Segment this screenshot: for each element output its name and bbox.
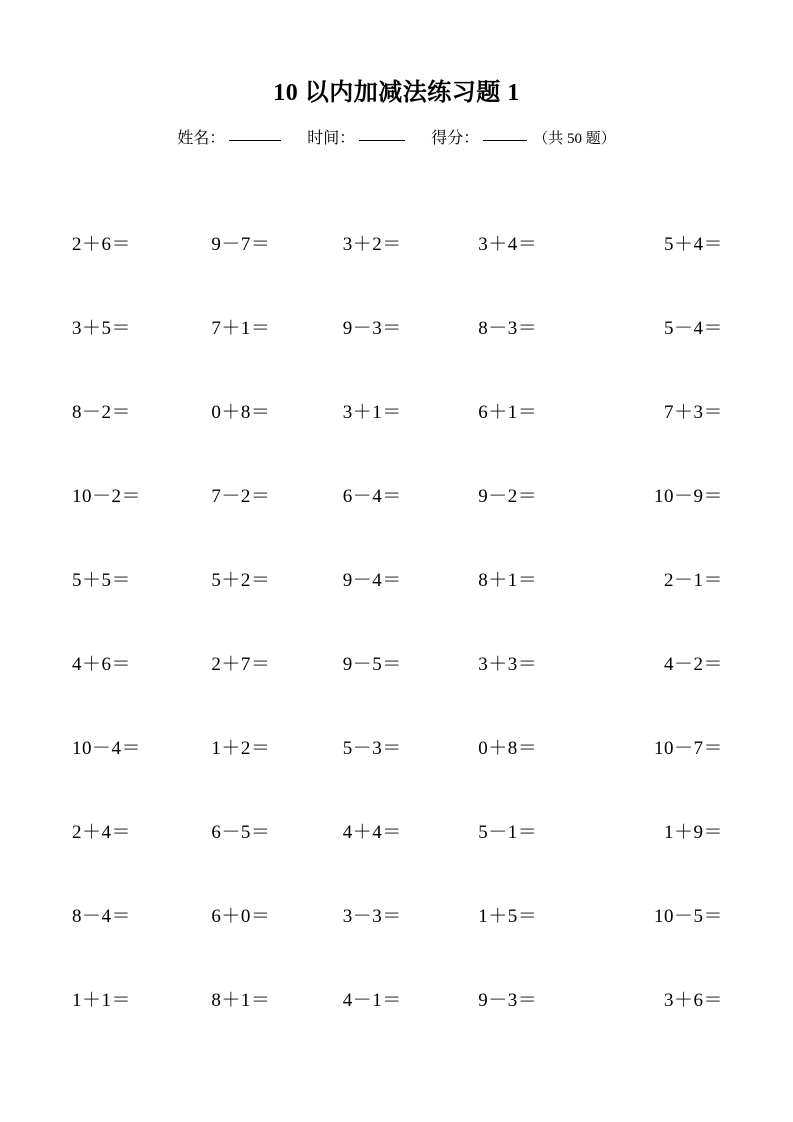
problem-text: 7＋1＝ [211, 317, 271, 339]
problem-text: 10－5＝ [653, 905, 723, 927]
problem-text: 3－3＝ [342, 905, 402, 927]
problem-text: 9－2＝ [478, 485, 538, 507]
problem-cell [464, 200, 597, 284]
problem-text: 3＋1＝ [342, 401, 402, 423]
problem-text: 8＋1＝ [478, 569, 538, 591]
problem-text: 5＋5＝ [72, 569, 132, 591]
problem-text: 1＋5＝ [478, 905, 538, 927]
problem-cell [331, 704, 464, 788]
problem-cell [598, 956, 731, 1040]
problem-cell [64, 788, 197, 872]
problem-text: 7＋3＝ [663, 401, 723, 423]
problem-text: 4＋4＝ [342, 821, 402, 843]
problem-text: 9－5＝ [342, 653, 402, 675]
problem-text: 6＋1＝ [478, 401, 538, 423]
problem-text: 2＋7＝ [211, 653, 271, 675]
name-blank[interactable] [229, 139, 281, 141]
problem-text: 2＋6＝ [72, 233, 132, 255]
problem-text: 1＋9＝ [663, 821, 723, 843]
problem-text: 1＋2＝ [211, 737, 271, 759]
page-title: 10 以内加减法练习题 1 [273, 80, 520, 106]
time-field [307, 125, 409, 148]
problem-text: 2－1＝ [663, 569, 723, 591]
problem-text: 0＋8＝ [478, 737, 538, 759]
problem-cell [197, 620, 330, 704]
problem-cell [197, 536, 330, 620]
problem-cell [331, 200, 464, 284]
problem-text: 5－4＝ [663, 317, 723, 339]
problem-text: 4＋6＝ [72, 653, 132, 675]
problem-cell [464, 620, 597, 704]
problem-text: 3＋4＝ [478, 233, 538, 255]
problem-text: 5－3＝ [342, 737, 402, 759]
problem-text: 1＋1＝ [72, 989, 132, 1011]
problem-cell [64, 368, 197, 452]
problem-cell [464, 536, 597, 620]
problem-text: 2＋4＝ [72, 821, 132, 843]
problem-cell [197, 956, 330, 1040]
problem-cell [331, 368, 464, 452]
problem-text: 9－4＝ [342, 569, 402, 591]
problem-cell [64, 872, 197, 956]
problem-text: 5＋4＝ [663, 233, 723, 255]
problem-text: 9－3＝ [478, 989, 538, 1011]
problem-text: 3＋3＝ [478, 653, 538, 675]
problem-cell [64, 452, 197, 536]
problem-cell [64, 200, 197, 284]
problem-cell [598, 452, 731, 536]
problem-cell [64, 956, 197, 1040]
problem-text: 8－4＝ [72, 905, 132, 927]
problem-text: 10－7＝ [653, 737, 723, 759]
problem-cell [64, 536, 197, 620]
problem-cell [331, 536, 464, 620]
problem-text: 3＋5＝ [72, 317, 132, 339]
score-label: 得分： [431, 130, 480, 147]
problem-cell [64, 704, 197, 788]
problem-text: 4－2＝ [663, 653, 723, 675]
problem-cell [464, 704, 597, 788]
problem-cell [464, 368, 597, 452]
problem-text: 0＋8＝ [211, 401, 271, 423]
problem-text: 4－1＝ [342, 989, 402, 1011]
problem-count-label: （共 50 题） [533, 131, 616, 147]
problem-text: 5－1＝ [478, 821, 538, 843]
time-label: 时间： [307, 130, 356, 147]
problem-cell [331, 284, 464, 368]
problem-cell [598, 788, 731, 872]
problem-cell [197, 452, 330, 536]
problem-text: 8＋1＝ [211, 989, 271, 1011]
problem-text: 9－7＝ [211, 233, 271, 255]
problem-text: 6＋0＝ [211, 905, 271, 927]
time-blank[interactable] [359, 139, 405, 141]
problem-cell [197, 284, 330, 368]
problem-text: 6－5＝ [211, 821, 271, 843]
problem-cell [331, 620, 464, 704]
problem-cell [197, 872, 330, 956]
problem-cell [197, 788, 330, 872]
problem-cell [598, 200, 731, 284]
problem-cell [464, 956, 597, 1040]
problem-text: 7－2＝ [211, 485, 271, 507]
problem-text: 10－9＝ [653, 485, 723, 507]
problem-text: 10－2＝ [72, 485, 142, 507]
name-label: 姓名： [177, 130, 226, 147]
problem-cell [197, 704, 330, 788]
problem-text: 3＋6＝ [663, 989, 723, 1011]
problem-text: 8－2＝ [72, 401, 132, 423]
problem-cell [598, 620, 731, 704]
problem-cell [464, 452, 597, 536]
problem-cell [598, 368, 731, 452]
score-field [431, 125, 531, 148]
problem-cell [331, 452, 464, 536]
problem-text: 3＋2＝ [342, 233, 402, 255]
problem-cell [464, 788, 597, 872]
score-blank[interactable] [483, 139, 527, 141]
problem-cell [598, 284, 731, 368]
problem-cell [464, 872, 597, 956]
problem-cell [331, 788, 464, 872]
problem-cell [598, 872, 731, 956]
problem-cell [598, 536, 731, 620]
problem-cell [598, 704, 731, 788]
problem-cell [197, 368, 330, 452]
problem-cell [331, 956, 464, 1040]
problem-text: 6－4＝ [342, 485, 402, 507]
problem-cell [197, 200, 330, 284]
problem-grid [0, 200, 793, 1040]
problem-cell [64, 620, 197, 704]
problem-text: 9－3＝ [342, 317, 402, 339]
name-field [177, 125, 285, 148]
problem-text: 10－4＝ [72, 737, 142, 759]
problem-cell [64, 284, 197, 368]
problem-text: 8－3＝ [478, 317, 538, 339]
problem-text: 5＋2＝ [211, 569, 271, 591]
problem-cell [464, 284, 597, 368]
worksheet-meta [0, 125, 793, 148]
problem-cell [331, 872, 464, 956]
